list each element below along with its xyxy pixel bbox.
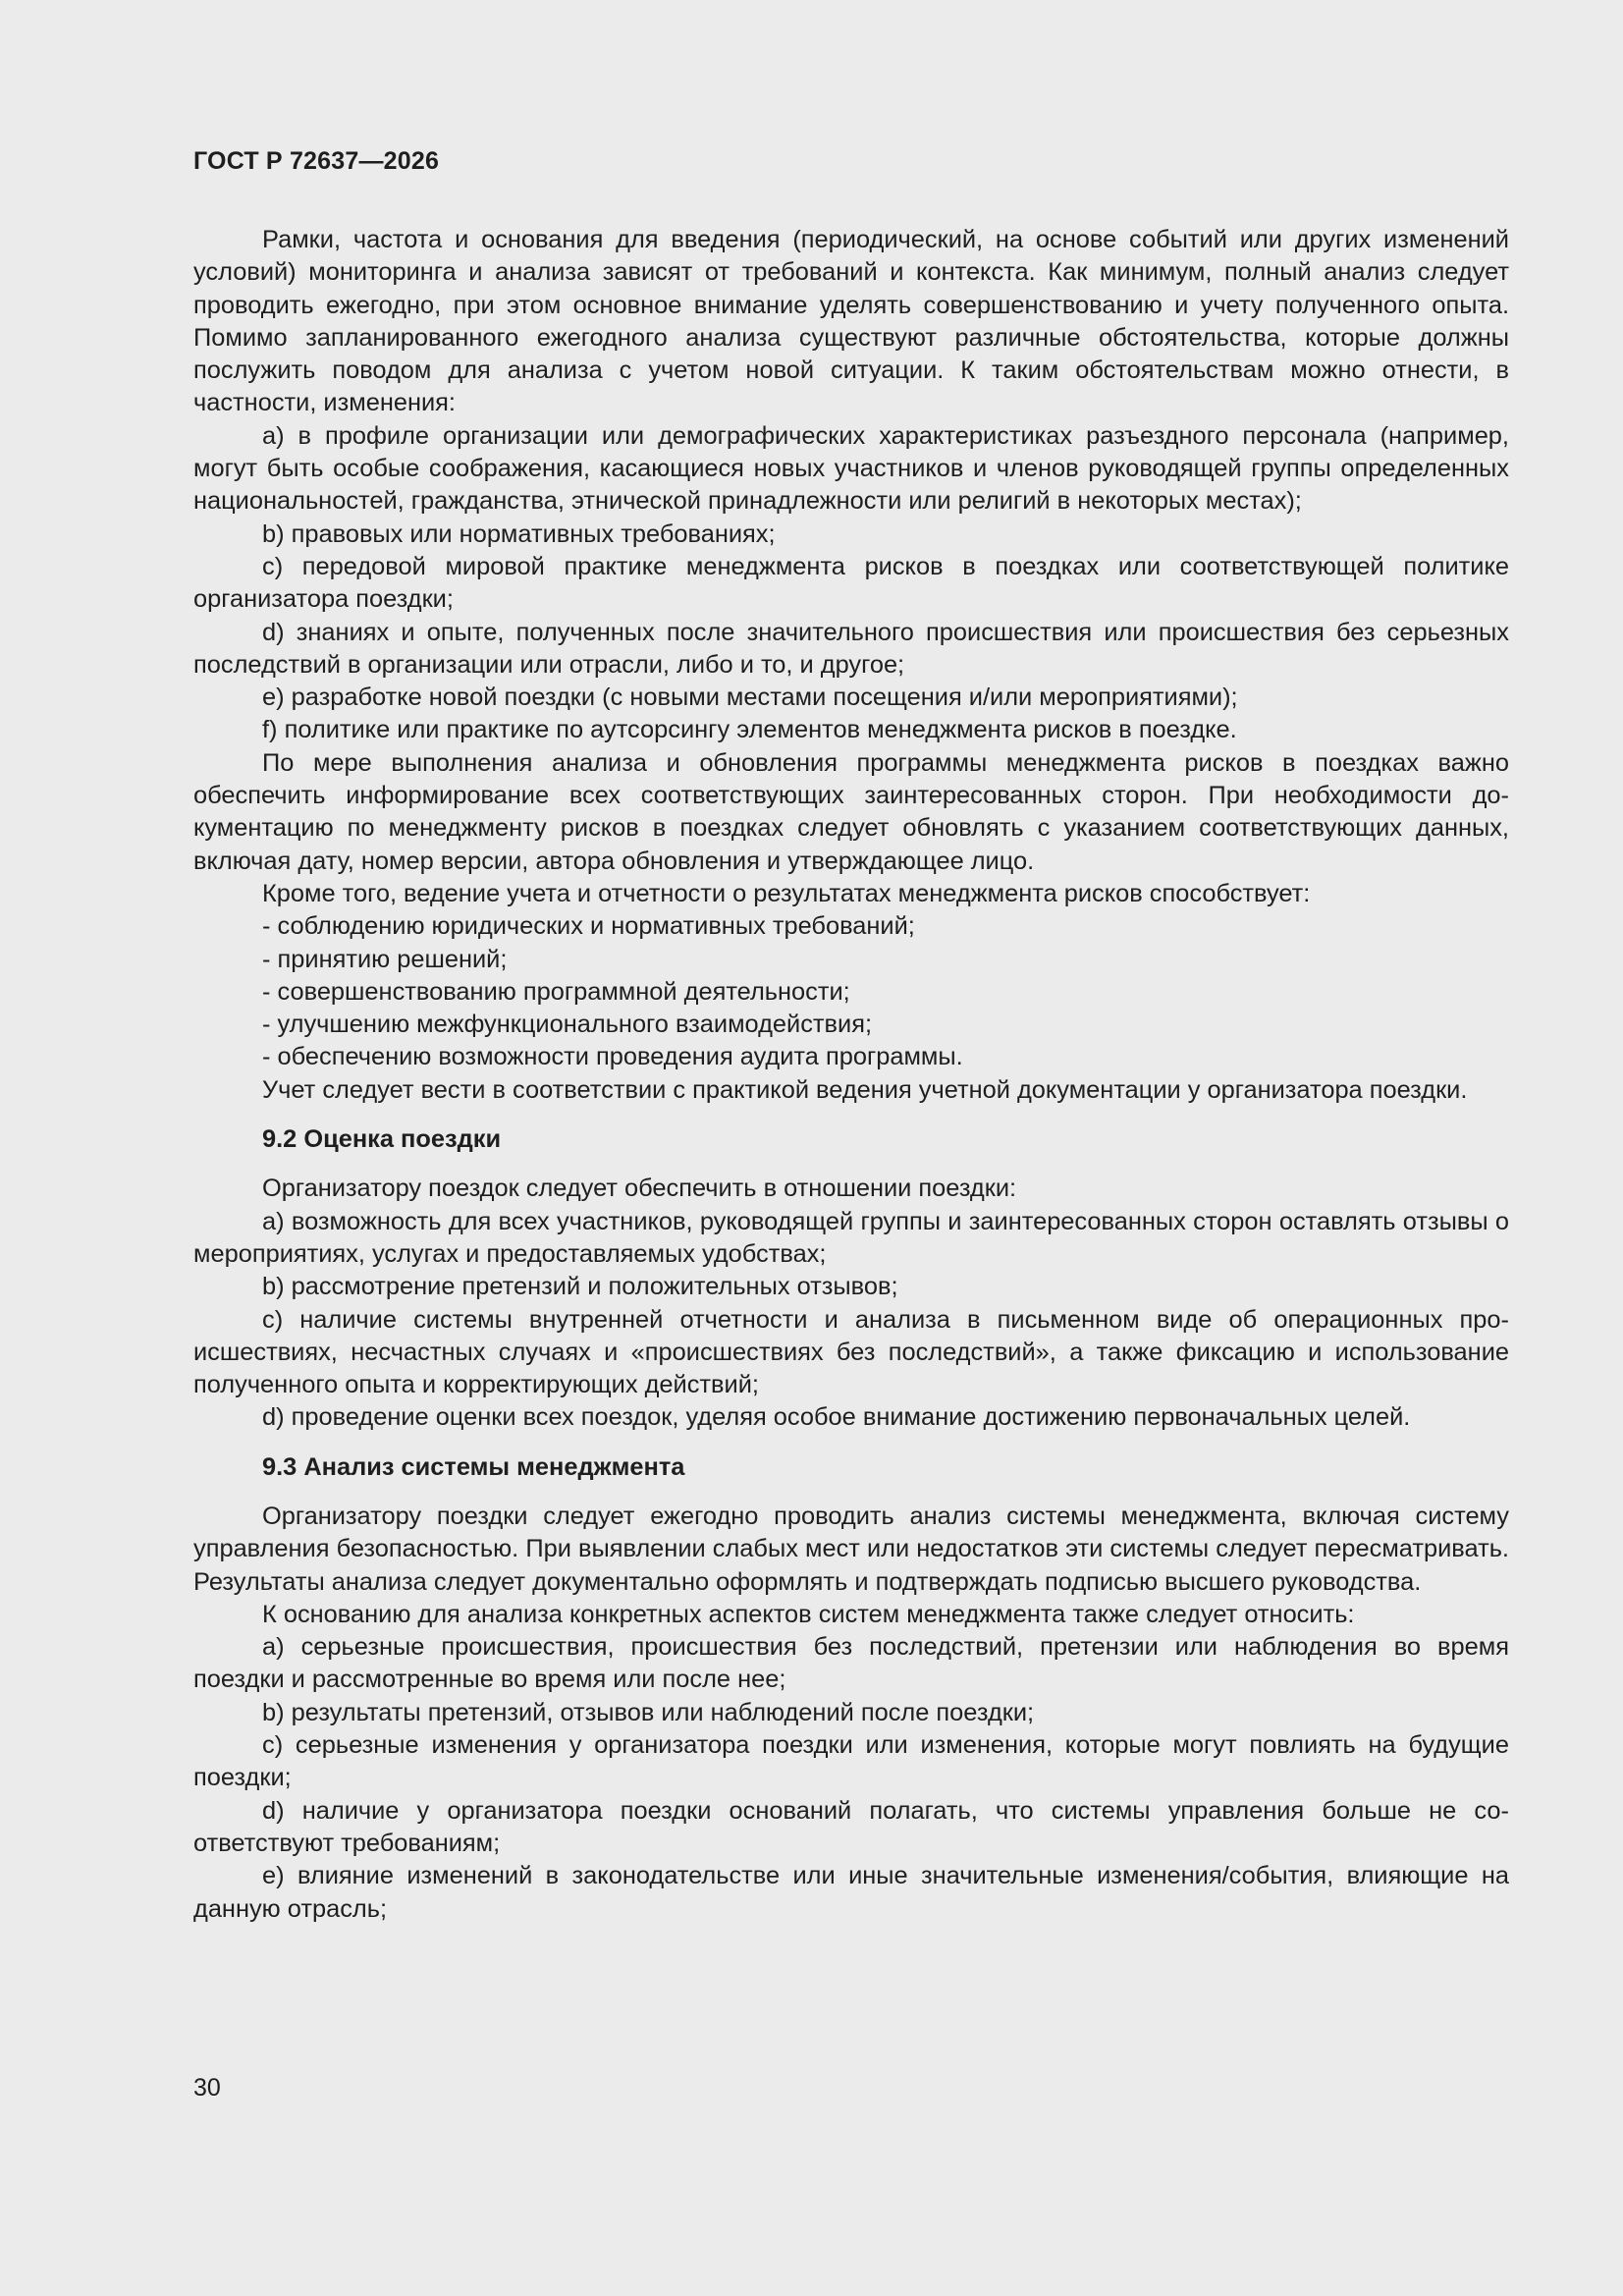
paragraph: Организатору поездки следует ежегодно проводить анализ системы менеджмента, включая систему управления безопасностью. При выявлении слабых мест или недостатков эти системы следует пересматривать. Результаты анализа следует документально оформлять и подтверждать подписью высшего руководства. — [193, 1502, 1509, 1596]
list-item: f) политике или практике по аутсорсингу элементов менеджмента рисков в поездке. — [262, 716, 1237, 744]
dash-item: - обеспечению возможности проведения аудита программы. — [262, 1043, 963, 1071]
section-heading: 9.3 Анализ системы менеджмента — [262, 1452, 685, 1481]
list-item: а) серьезные происшествия, происшествия без последствий, претензии или наблюдения во время поездки и рассмотренные во время или после нее; — [193, 1633, 1509, 1694]
list-item: с) передовой мировой практике менеджмента рисков в поездках или соответствующей политике организатора поездки; — [193, 552, 1509, 614]
list-item: d) наличие у организатора поездки оснований полагать, что системы управления больше не соответствуют требованиям; — [193, 1796, 1509, 1857]
dash-item: - соблюдению юридических и нормативных требований; — [262, 912, 915, 941]
paragraph: Учет следует вести в соответствии с практикой ведения учетной документации у организатора поездки. — [262, 1075, 1468, 1104]
document-header: ГОСТ Р 72637—2026 — [193, 147, 440, 175]
list-item: d) проведение оценки всех поездок, уделяя особое внимание достижению первоначальных целей. — [262, 1403, 1411, 1432]
document-body — [193, 224, 1509, 1926]
paragraph: К основанию для анализа конкретных аспектов систем менеджмента также следует относить: — [262, 1600, 1355, 1628]
page-number: 30 — [193, 2074, 221, 2102]
list-item: с) наличие системы внутренней отчетности и анализа в письменном виде об операционных происшествиях, несчастных случаях и «происшествиях без последствий», а также фиксацию и использование полученного опыта и корректирующих действий; — [193, 1305, 1509, 1399]
list-item: е) влияние изменений в законодательстве или иные значительные изменения/события, влияющие на данную отрасль; — [193, 1862, 1509, 1923]
dash-item: - совершенствованию программной деятельности; — [262, 977, 850, 1006]
list-item: e) разработке новой поездки (с новыми местами посещения и/или мероприятиями); — [262, 683, 1238, 712]
list-item: а) в профиле организации или демографических характеристиках разъездного персонала (например, могут быть особые соображения, касающиеся новых участников и членов руководящей группы определенных национальностей, гражданства, этнической принадлежности или религий в некоторых местах); — [193, 421, 1509, 516]
list-item: d) знаниях и опыте, полученных после значительного происшествия или происшествия без серьезных последствий в организации или отрасли, либо и то, и другое; — [193, 618, 1509, 679]
list-item: b) правовых или нормативных требованиях; — [262, 519, 776, 548]
paragraph: Кроме того, ведение учета и отчетности о результатах менеджмента рисков способствует: — [262, 879, 1311, 907]
list-item: b) результаты претензий, отзывов или наблюдений после поездки; — [262, 1698, 1035, 1726]
list-item: b) рассмотрение претензий и положительных отзывов; — [262, 1273, 898, 1301]
section-heading: 9.2 Оценка поездки — [262, 1125, 502, 1154]
paragraph: Рамки, частота и основания для введения (периодический, на основе событий или других изменений условий) мониторинга и анализа зависят от требований и контекста. Как минимум, полный анализ следует проводить ежегодно, при этом основное внимание уделять совершенствованию и учету полученного опыта. Помимо запланированного ежегодного анализа существуют различные обстоятельства, которые должны послужить поводом для анализа с учетом новой ситуации. К таким обстоятельствам можно отнести, в частности, изменения: — [193, 226, 1509, 417]
dash-item: - улучшению межфункционального взаимодействия; — [262, 1011, 873, 1039]
list-item: а) возможность для всех участников, руководящей группы и заинтересованных сторон оставлять отзывы о мероприятиях, услугах и предоставляемых удобствах; — [193, 1207, 1509, 1268]
paragraph: По мере выполнения анализа и обновления программы менеджмента рисков в поездках важно обеспечить информирование всех соответствующих заинтересованных сторон. При необходимости документацию по менеджменту рисков в поездках следует обновлять с указанием соответствующих данных, включая дату, номер версии, автора обновления и утверждающее лицо. — [193, 748, 1509, 875]
paragraph: Организатору поездок следует обеспечить в отношении поездки: — [262, 1175, 1017, 1203]
dash-item: - принятию решений; — [262, 945, 508, 973]
list-item: с) серьезные изменения у организатора поездки или изменения, которые могут повлиять на будущие поездки; — [193, 1731, 1509, 1792]
